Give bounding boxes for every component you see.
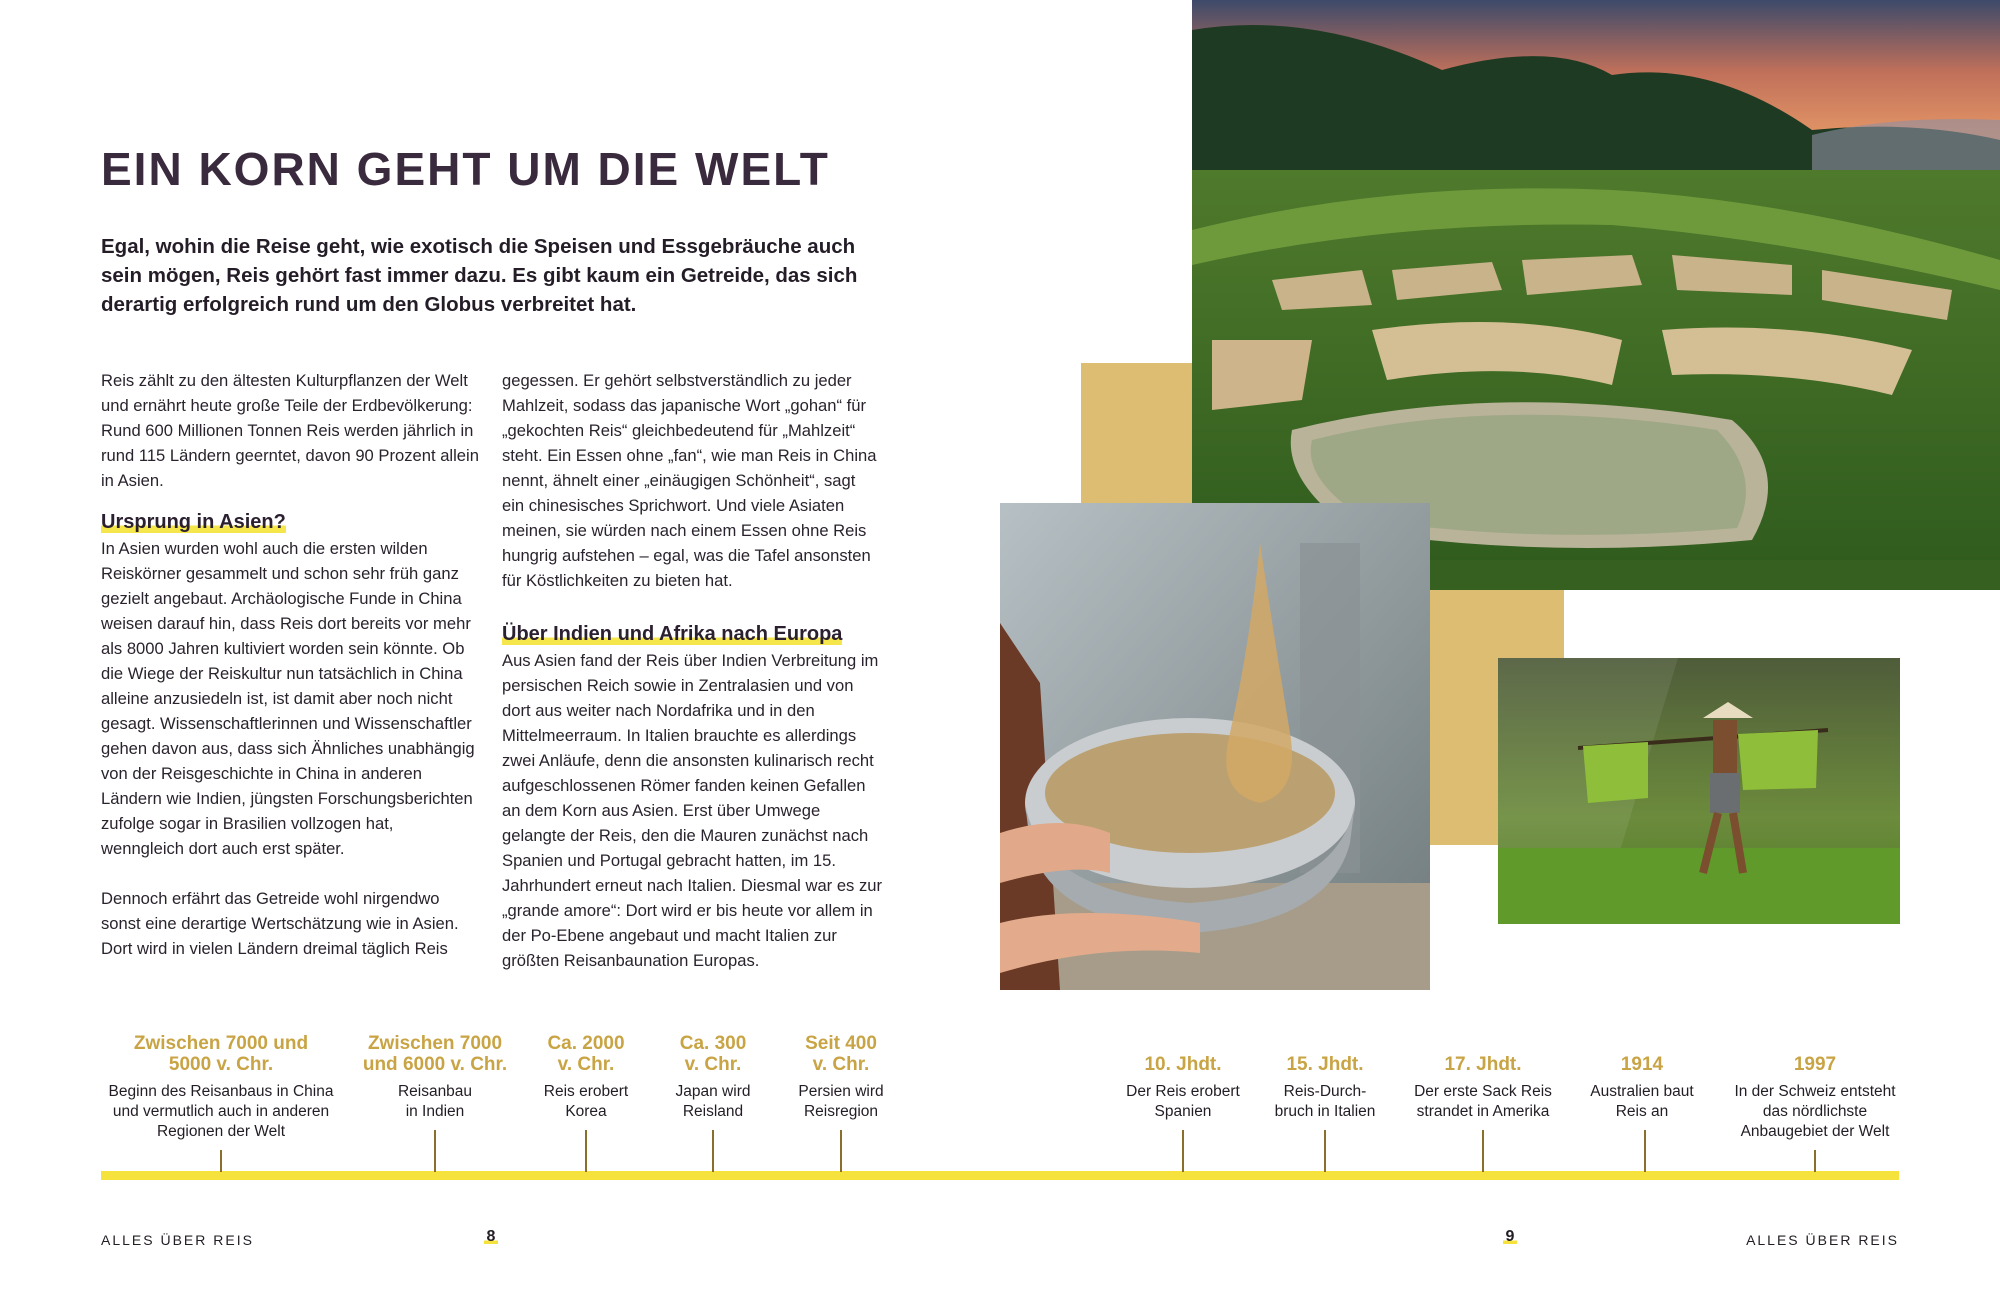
timeline-description-line: Australien baut <box>1590 1083 1694 1100</box>
timeline-description-line: Reisregion <box>803 1103 879 1120</box>
timeline-description-line: in Indien <box>405 1103 465 1120</box>
timeline-description-line: Reis erobert <box>543 1083 629 1100</box>
timeline-date: Seit 400 <box>805 1033 877 1054</box>
timeline-description-line: Spanien <box>1154 1103 1212 1120</box>
timeline-event <box>544 1033 628 1122</box>
timeline-tick <box>1324 1130 1326 1172</box>
timeline-event <box>1414 1054 1552 1122</box>
timeline-tick <box>840 1130 842 1172</box>
timeline-description <box>1734 1082 1895 1142</box>
timeline-description <box>109 1082 334 1142</box>
timeline-event <box>109 1033 334 1142</box>
timeline-event <box>1734 1054 1895 1142</box>
photo-rice-grain-sieve <box>1000 503 1430 990</box>
timeline-tick <box>585 1130 587 1172</box>
timeline-description-line: Anbaugebiet der Welt <box>1740 1123 1890 1140</box>
timeline-description-line: Der Reis erobert <box>1126 1083 1240 1100</box>
paragraph: Dennoch erfährt das Getreide wohl nirgendwo sonst eine derartige Wertschätzung wie in Asien. Dort wird in vielen Ländern dreimal täglich Reis <box>101 889 459 958</box>
timeline-tick <box>434 1130 436 1172</box>
timeline-bar <box>101 1171 1899 1180</box>
running-footer-left: ALLES ÜBER REIS <box>101 1232 254 1248</box>
timeline-event <box>798 1033 883 1122</box>
timeline-description-line: das nördlichste <box>1762 1103 1868 1120</box>
timeline-description-line: Japan wird <box>675 1083 751 1100</box>
timeline-description-line: In der Schweiz entsteht <box>1734 1083 1896 1100</box>
timeline-description-line: Regionen der Welt <box>156 1123 286 1140</box>
timeline-description <box>544 1082 628 1122</box>
paragraph: In Asien wurden wohl auch die ersten wilden Reiskörner gesammelt und schon sehr früh ganz gezielt angebaut. Archäologische Funde in China weisen darauf hin, dass Reis dort bereits vor mehr als 8000 Jahren kultiviert worden sein könnte. Ob die Wiege der Reiskultur nun tatsächlich in China alleine anzusiedeln ist, ist damit aber noch nicht gesagt. Wissenschaftlerinnen und Wissenschaftler gehen davon aus, dass sich Ähnliches unabhängig von der Reisgeschichte in China in anderen Ländern wie Indien, jüngsten Forschungsberichten zufolge sogar in Brasilien vollzogen hat, wenngleich dort auch erst später. <box>101 539 475 858</box>
timeline-description <box>1126 1082 1240 1122</box>
timeline-description-line: Reis an <box>1615 1103 1669 1120</box>
timeline-date: v. Chr. <box>684 1054 742 1075</box>
photo-rice-terraces <box>1192 0 2000 590</box>
timeline-description <box>1414 1082 1552 1122</box>
timeline-event <box>363 1033 507 1122</box>
timeline-description <box>798 1082 883 1122</box>
paragraph: Aus Asien fand der Reis über Indien Verbreitung im persischen Reich sowie in Zentralasien und von dort aus weiter nach Nordafrika und in den Mittelmeerraum. In Italien brauchte es allerdings zwei Anläufe, denn die ansonsten kulinarisch recht aufgeschlossenen Römer fanden keinen Gefallen an dem Korn aus Asien. Erst über Umwege gelangte der Reis, den die Mauren zunächst nach Spanien und Portugal gebracht hatten, im 15. Jahrhundert erneut nach Italien. Diesmal war es zur „grande amore“: Dort wird er bis heute vor allem in der Po-Ebene angebaut und macht Italien zur größten Reisanbaunation Europas. <box>502 651 883 970</box>
timeline-date: 17. Jhdt. <box>1444 1054 1522 1075</box>
timeline-date: Zwischen 7000 <box>367 1033 503 1054</box>
timeline-tick <box>1482 1130 1484 1172</box>
subheading-india-africa: Über Indien und Afrika nach Europa <box>502 620 842 648</box>
timeline-date: v. Chr. <box>812 1054 870 1075</box>
timeline-description-line: und vermutlich auch in anderen <box>112 1103 330 1120</box>
page-title: EIN KORN GEHT UM DIE WELT <box>101 143 830 195</box>
timeline-description-line: Reisland <box>682 1103 744 1120</box>
timeline-date: und 6000 v. Chr. <box>362 1054 508 1075</box>
timeline-event <box>1275 1054 1376 1122</box>
running-footer-right: ALLES ÜBER REIS <box>1746 1232 1899 1248</box>
timeline-description-line: Persien wird <box>798 1083 884 1100</box>
timeline-tick <box>712 1130 714 1172</box>
timeline-description <box>363 1082 507 1122</box>
text-column-right <box>502 368 882 973</box>
timeline-date: 10. Jhdt. <box>1144 1054 1222 1075</box>
timeline-description-line: Beginn des Reisanbaus in China <box>108 1083 334 1100</box>
timeline-date: 5000 v. Chr. <box>168 1054 274 1075</box>
timeline-description-line: bruch in Italien <box>1274 1103 1376 1120</box>
timeline-date: Zwischen 7000 und <box>133 1033 309 1054</box>
timeline-description-line: Korea <box>565 1103 607 1120</box>
photo-rice-farmer <box>1498 658 1900 924</box>
timeline-event <box>1590 1054 1693 1122</box>
timeline-event <box>676 1033 751 1122</box>
timeline-description-line: Reisanbau <box>397 1083 473 1100</box>
timeline-date: 1997 <box>1793 1054 1837 1075</box>
timeline-description-line: Reis-Durch- <box>1283 1083 1367 1100</box>
timeline-description-line: Der erste Sack Reis <box>1414 1083 1552 1100</box>
timeline-tick <box>1644 1130 1646 1172</box>
timeline-description <box>676 1082 751 1122</box>
lead-paragraph: Egal, wohin die Reise geht, wie exotisch die Speisen und Essgebräuche auch sein mögen, Reis gehört fast immer dazu. Es gibt kaum ein Getreide, das sich derartig erfolgreich rund um den Globus verbreitet hat. <box>101 235 858 316</box>
timeline-description <box>1590 1082 1693 1122</box>
timeline-tick <box>220 1150 222 1172</box>
page-number-left: 8 <box>484 1228 498 1246</box>
page-number-right: 9 <box>1503 1228 1517 1246</box>
text-column-left <box>101 368 481 961</box>
subheading-origin: Ursprung in Asien? <box>101 508 286 536</box>
timeline-event <box>1126 1054 1240 1122</box>
timeline-date: v. Chr. <box>557 1054 615 1075</box>
timeline-tick <box>1182 1130 1184 1172</box>
timeline-date: Ca. 2000 <box>547 1033 625 1054</box>
timeline-description <box>1275 1082 1376 1122</box>
paragraph: gegessen. Er gehört selbstverständlich zu jeder Mahlzeit, sodass das japanische Wort „gohan“ für „gekochten Reis“ gleichbedeutend für „Mahlzeit“ steht. Ein Essen ohne „fan“, wie man Reis in China nennt, ähnelt einer „einäugigen Schönheit“, sagt ein chinesisches Sprichwort. Und viele Asiaten meinen, sie würden nach einem Essen ohne Reis hungrig aufstehen – egal, was die Tafel ansonsten für Köstlichkeiten zu bieten hat. <box>502 371 877 590</box>
paragraph: Reis zählt zu den ältesten Kulturpflanzen der Welt und ernährt heute große Teile der Erdbevölkerung: Rund 600 Millionen Tonnen Reis werden jährlich in rund 115 Ländern geerntet, davon 90 Prozent allein in Asien. <box>101 371 479 490</box>
timeline-description-line: strandet in Amerika <box>1416 1103 1550 1120</box>
timeline-date: Ca. 300 <box>679 1033 747 1054</box>
decorative-gold-block <box>1081 363 1192 505</box>
timeline-tick <box>1814 1150 1816 1172</box>
timeline-date: 1914 <box>1620 1054 1664 1075</box>
timeline-date: 15. Jhdt. <box>1286 1054 1364 1075</box>
